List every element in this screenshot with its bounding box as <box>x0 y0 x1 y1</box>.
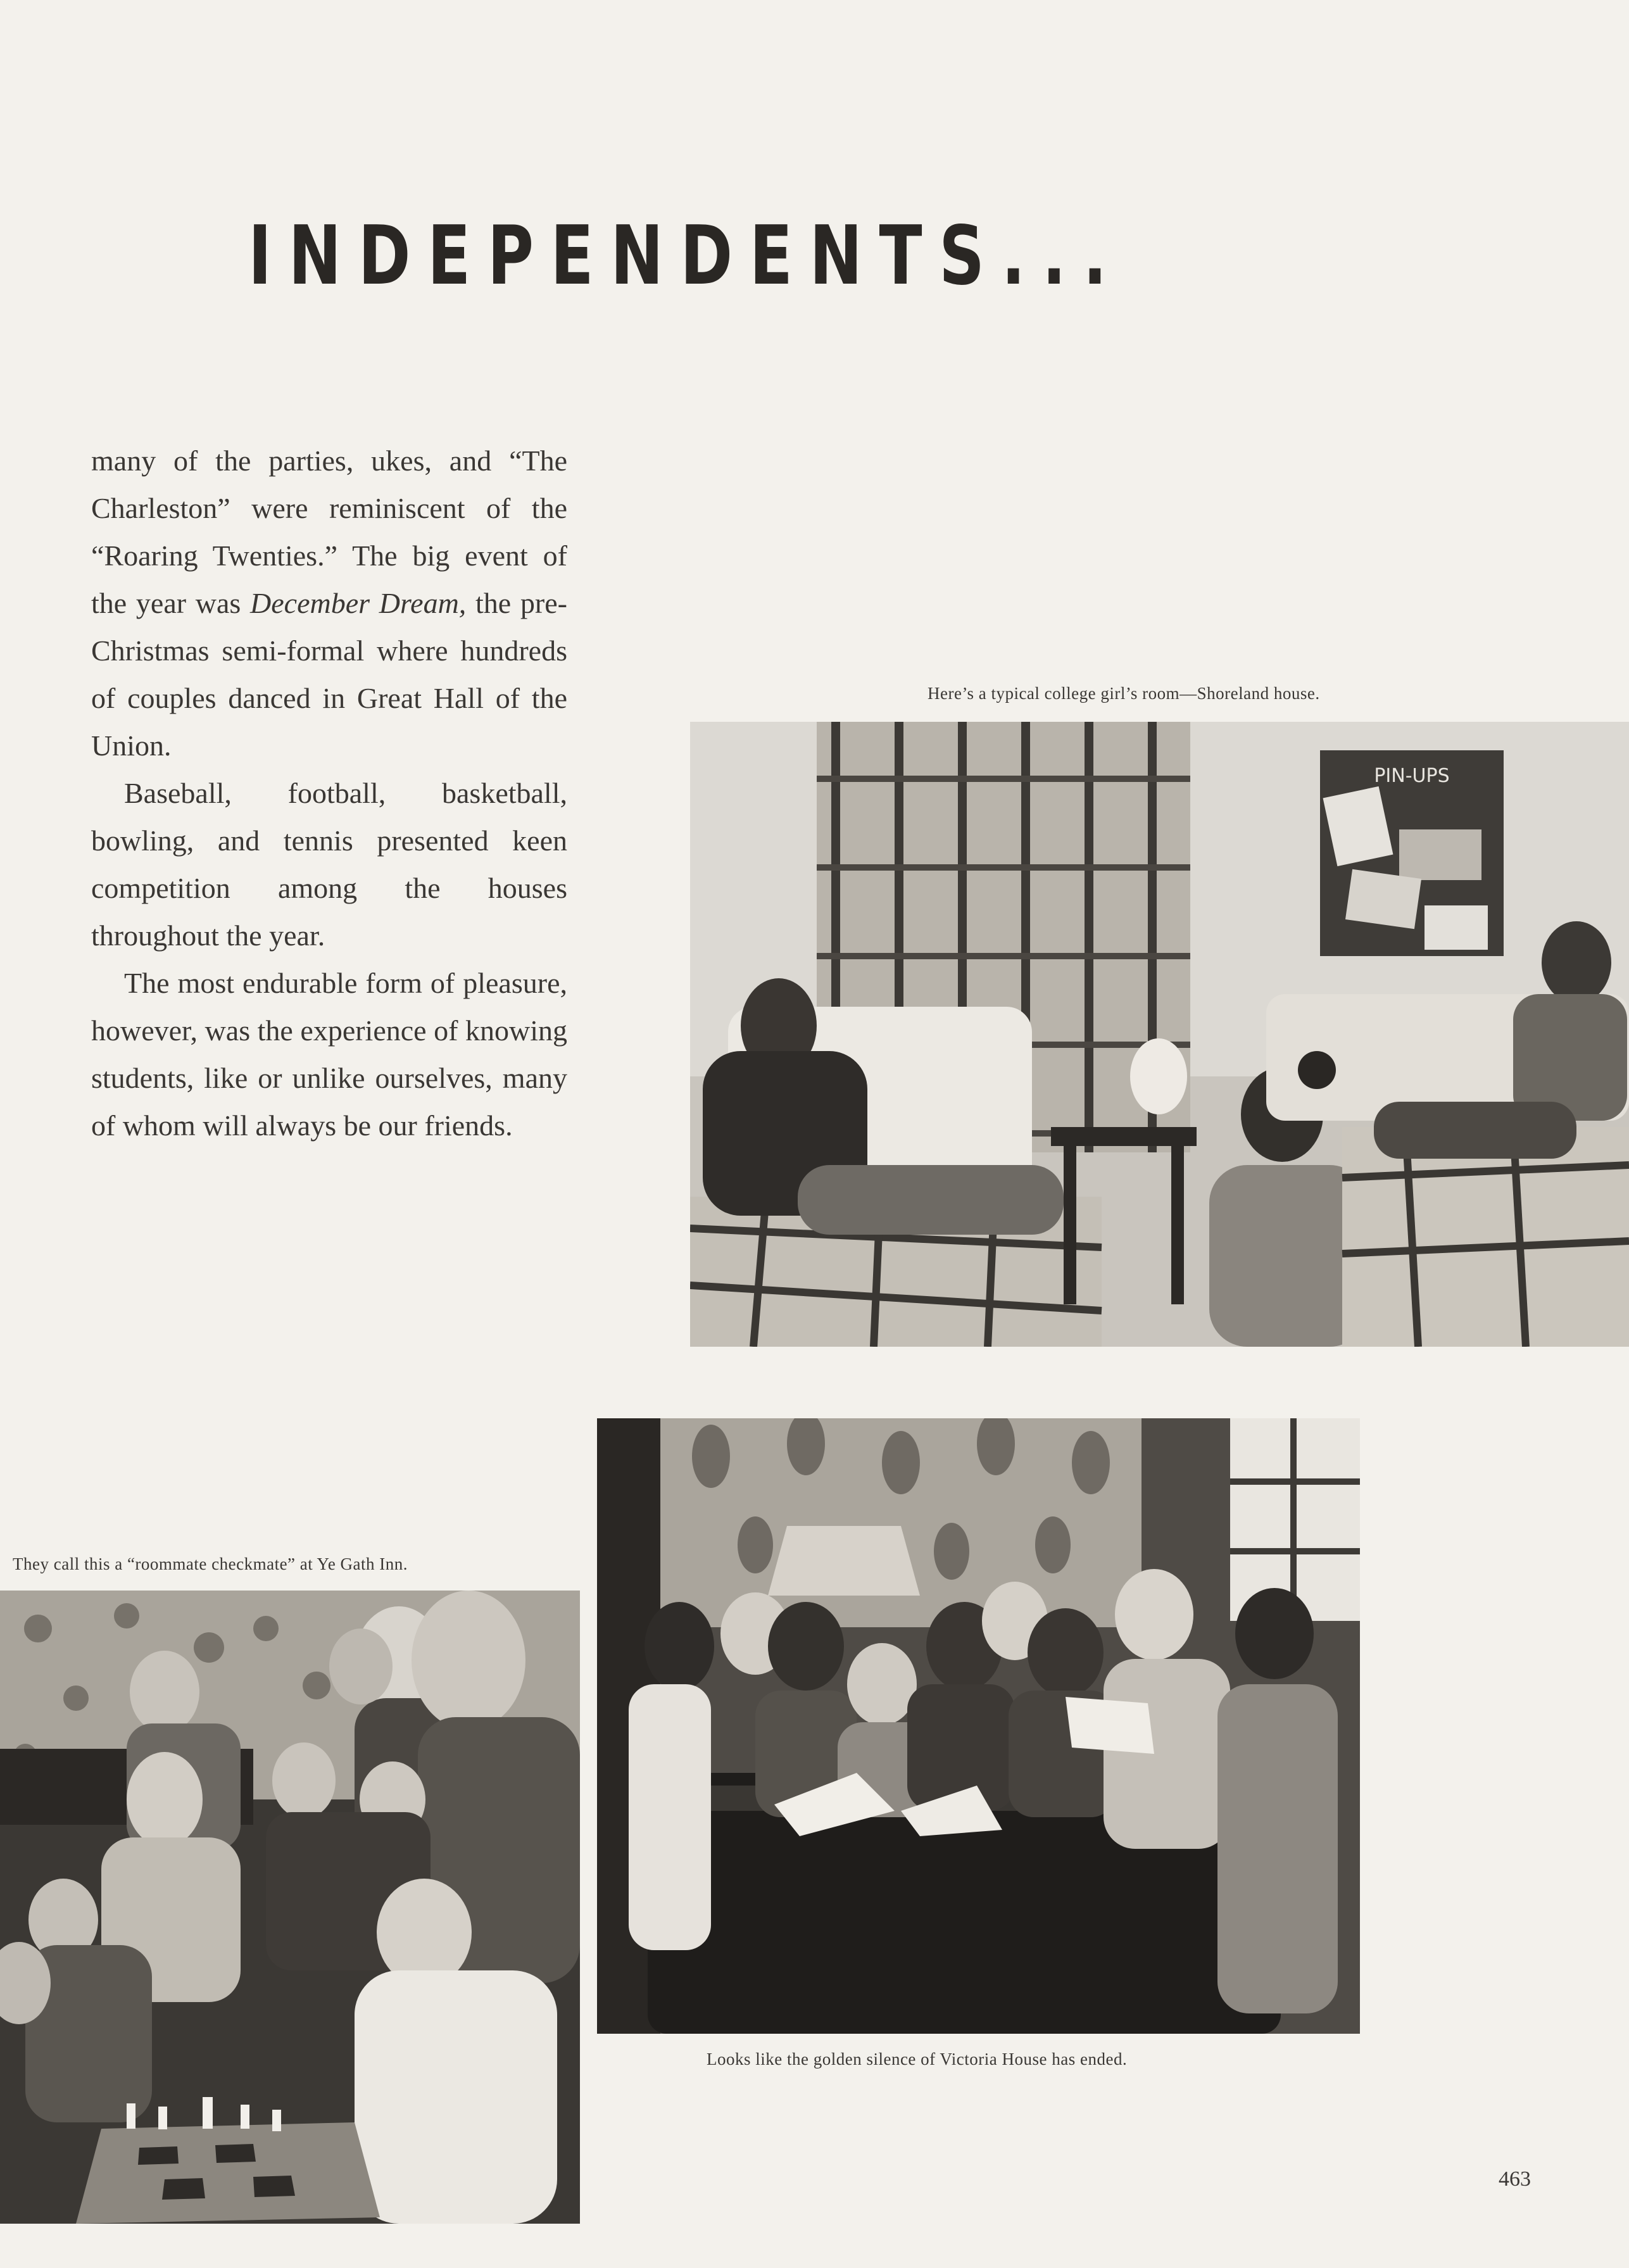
paragraph-3: The most endurable form of pleasure, however, was the experience of knowing students, like or unlike ourselves, many of whom will always be our friends. <box>91 967 567 1142</box>
paragraph-2: Baseball, football, basketball, bowling, and tennis presented keen competition among the houses throughout the year. <box>91 777 567 952</box>
paragraph-1-start: many of the parties, ukes, and “The Charleston” were reminiscent of the “Roaring Twenties.” The big event of the year was <box>91 444 567 619</box>
pin-ups-sign: PIN-UPS <box>1374 765 1450 787</box>
paragraph-1-end: the pre-Christmas semi-formal where hundreds of couples danced in Great Hall of the Union. <box>91 587 567 762</box>
victoria-photo <box>597 1418 1360 2034</box>
event-name: December Dream, <box>250 587 467 619</box>
victoria-photo-caption: Looks like the golden silence of Victoria House has ended. <box>707 2050 1128 2069</box>
room-photo <box>690 722 1629 1347</box>
chess-photo-image <box>0 1591 580 2224</box>
paragraph-1 <box>91 437 567 769</box>
room-photo-caption: Here’s a typical college girl’s room—Shoreland house. <box>928 684 1320 703</box>
page-title: INDEPENDENTS... <box>248 209 1124 303</box>
page-number: 463 <box>1499 2167 1531 2191</box>
chess-photo-caption: They call this a “roommate checkmate” at Ye Gath Inn. <box>13 1554 408 1573</box>
body-text <box>91 437 567 1149</box>
chess-photo <box>0 1591 580 2224</box>
room-photo-image <box>690 722 1629 1347</box>
victoria-photo-image <box>597 1418 1360 2034</box>
